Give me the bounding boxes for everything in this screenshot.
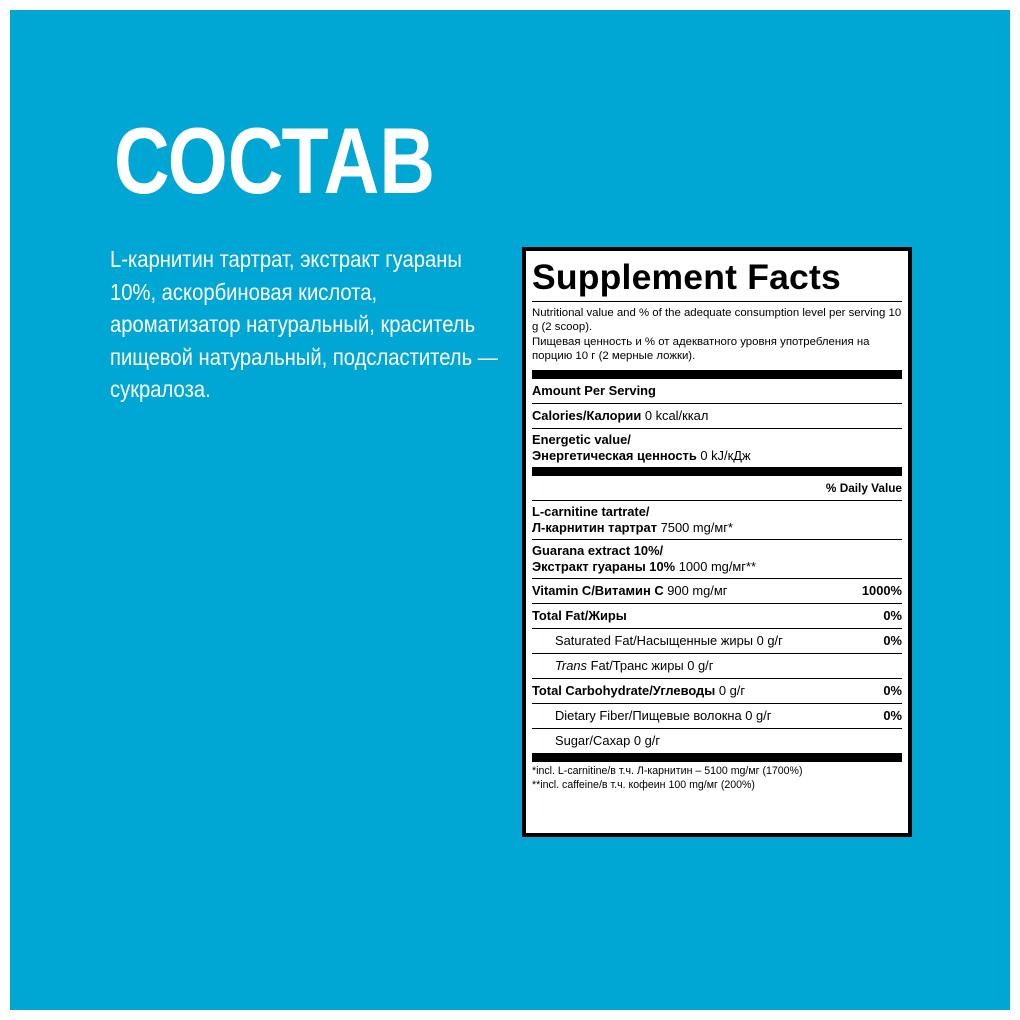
energy-label-ru: Энергетическая ценность — [532, 448, 697, 464]
fat-pct: 0% — [883, 608, 902, 624]
energy-value: 0 kJ/кДж — [700, 448, 751, 464]
fat-label: Total Fat/Жиры — [532, 608, 627, 624]
carbohydrate-row — [532, 679, 902, 704]
energy-label-en: Energetic value/ — [532, 432, 631, 448]
amount-per-serving-label: Amount Per Serving — [532, 383, 656, 399]
vitamin-c-label: Vitamin C/Витамин С — [532, 583, 664, 599]
facts-title: Supplement Facts — [532, 253, 902, 302]
carbohydrate-value: 0 g/г — [718, 683, 746, 699]
carnitine-label-en: L-carnitine tartrate/ — [532, 504, 650, 520]
fiber-pct: 0% — [883, 708, 902, 724]
calories-row — [532, 404, 902, 429]
daily-value-header: % Daily Value — [532, 476, 902, 501]
supplement-facts-panel — [522, 247, 912, 837]
thick-divider — [532, 370, 902, 379]
guarana-label-en: Guarana extract 10%/ — [532, 543, 664, 559]
fiber-label: Dietary Fiber/Пищевые волокна 0 g/г — [555, 708, 772, 724]
fiber-row — [532, 704, 902, 729]
saturated-fat-label: Saturated Fat/Насыщенные жиры 0 g/г — [555, 633, 783, 649]
saturated-fat-pct: 0% — [883, 633, 902, 649]
intro-ru: Пищевая ценность и % от адекватного уровня употребления на порцию 10 г (2 мерные ложки). — [532, 335, 870, 362]
footnotes — [532, 762, 902, 792]
page-title: СОСТАВ — [114, 108, 436, 213]
sugar-row — [532, 729, 902, 753]
vitamin-c-pct: 1000% — [861, 583, 902, 599]
carnitine-label-ru: Л-карнитин тартрат — [532, 520, 658, 536]
trans-fat-row — [532, 654, 902, 679]
fat-row — [532, 604, 902, 629]
guarana-row — [532, 540, 902, 579]
calories-label: Calories/Калории — [532, 408, 642, 424]
trans-fat-label: Fat/Транс жиры 0 g/г — [587, 658, 714, 674]
saturated-fat-row — [532, 629, 902, 654]
guarana-value: 1000 mg/мг** — [678, 559, 757, 575]
vitamin-c-row — [532, 579, 902, 604]
carnitine-row — [532, 501, 902, 540]
ingredients-text: L-карнитин тартрат, экстракт гуараны 10%, аскорбиновая кислота, ароматизатор натуральный, краситель пищевой натуральный, подсластитель — сукралоза. — [110, 246, 498, 403]
calories-value: 0 kcal/ккал — [644, 408, 709, 424]
thick-divider-2 — [532, 468, 902, 476]
intro-en: Nutritional value and % of the adequate consumption level per serving 10 g (2 scoop). — [532, 307, 902, 334]
trans-fat-italic: Trans — [555, 658, 587, 674]
facts-intro — [532, 302, 902, 370]
footnote-1: *incl. L-carnitine/в т.ч. Л-карнитин – 5100 mg/мг (1700%) — [532, 765, 803, 778]
vitamin-c-value: 900 mg/мг — [667, 583, 728, 599]
amount-per-serving — [532, 379, 902, 404]
carbohydrate-pct: 0% — [883, 683, 902, 699]
carbohydrate-label: Total Carbohydrate/Углеводы — [532, 683, 716, 699]
energy-row — [532, 429, 902, 468]
sugar-label: Sugar/Сахар 0 g/г — [555, 733, 661, 749]
thick-divider-3 — [532, 753, 902, 762]
footnote-2: **incl. caffeine/в т.ч. кофеин 100 mg/мг (200%) — [532, 778, 755, 791]
carnitine-value: 7500 mg/мг* — [660, 520, 733, 536]
guarana-label-ru: Экстракт гуараны 10% — [532, 559, 676, 575]
